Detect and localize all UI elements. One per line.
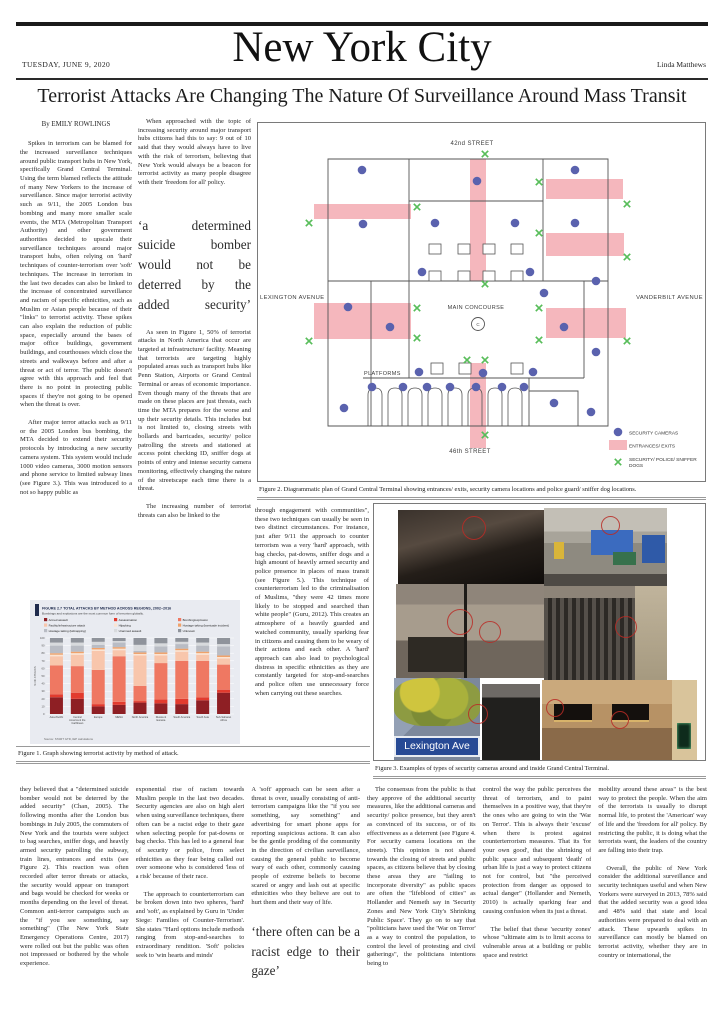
camera-annotation-circle	[479, 621, 501, 643]
security-camera-dot	[529, 368, 538, 377]
street-sign	[394, 736, 480, 757]
bar-segment	[134, 652, 147, 654]
bar-segment	[113, 638, 126, 641]
svg-text:100: 100	[40, 637, 45, 640]
bar-segment	[92, 642, 105, 645]
security-camera-dot	[479, 369, 488, 378]
svg-text:Armed assault: Armed assault	[48, 618, 68, 622]
paragraph: After major terror attacks such as 9/11 or the 2005 London bus bombing, the MTA decided to extend their security protocols by introducing a new security camera system. This system would include 1000 video cameras, 3000 motion sensors and phone service to limited subway lines (see Figure 3.). This was introduced to a not so happy public as	[20, 419, 132, 496]
bar-segment	[92, 648, 105, 650]
svg-text:Assassination: Assassination	[118, 618, 138, 622]
legend-swatch	[114, 629, 117, 632]
bar-segment	[50, 656, 63, 665]
svg-text:90: 90	[41, 644, 45, 648]
bar-segment	[50, 638, 63, 643]
svg-text:Hostage taking (barricade inci: Hostage taking (barricade incident)	[182, 623, 230, 628]
text-column-1	[20, 118, 132, 600]
bar-segment	[50, 646, 63, 654]
bar-segment	[154, 638, 167, 643]
legend-swatch	[44, 629, 47, 632]
bar-segment	[175, 661, 188, 699]
svg-text:Sub-SaharanAfrica: Sub-Saharan Africa	[215, 716, 232, 722]
svg-text:FIGURE 2.7 TOTAL ATTACKS BY ME: FIGURE 2.7 TOTAL ATTACKS BY METHOD ACROSS REGIONS, 2002–2016	[42, 606, 172, 611]
svg-text:Unarmed assault: Unarmed assault	[118, 629, 142, 633]
bar-segment	[113, 656, 126, 702]
svg-text:80: 80	[41, 652, 45, 656]
bar-segment	[196, 697, 209, 700]
bar-segment	[196, 661, 209, 697]
bar-segment	[196, 643, 209, 646]
security-camera-dot	[520, 383, 529, 392]
bar-segment	[196, 653, 209, 655]
paragraph: mobility around these areas" is the best way to protect the people. When the aim of the terrorists is usually to disrupt normal life, to protest the 'American' way of life and the 'freedom for all' policy. By restricting the public, it is doing what the terrorists want, the leaders of the country are falling into their trap.	[598, 786, 707, 854]
masthead-date: TUESDAY, JUNE 9, 2020	[22, 60, 111, 69]
photo-lexington-sign	[394, 678, 480, 760]
bar-segment	[134, 645, 147, 651]
booth	[429, 271, 441, 281]
security-camera-dot	[472, 383, 481, 392]
svg-text:0: 0	[43, 713, 45, 716]
figure3-photos-box	[373, 503, 706, 761]
bar-segment	[175, 644, 188, 649]
bottom-text-section	[20, 786, 707, 1012]
text-column-2	[138, 118, 251, 598]
security-camera-dot	[418, 268, 427, 277]
bar-segment	[71, 666, 84, 693]
figure2-caption: Figure 2. Diagrammatic plan of Grand Central Terminal showing entrances/ exits, security camera locations and police guard/ sniffer dog locations.	[257, 483, 706, 500]
legend-swatch	[178, 618, 181, 621]
entrance-exit-zone	[546, 308, 626, 338]
svg-text:ENTRANCES/ EXITS: ENTRANCES/ EXITS	[629, 444, 676, 450]
bar-segment	[71, 653, 84, 655]
bar-segment	[154, 700, 167, 704]
bar-segment	[217, 644, 230, 646]
street-sign-text: Lexington Ave	[404, 740, 470, 752]
paragraph: A 'soft' approach can be seen after a threat is over, usually consisting of anti-terrorism campaigns like the "if you see something, say something" and advertising for smart phone apps for reporting suspicious actions. It can also be the gentle prodding of the community in the direction of civilian surveillance, causing the general public to become wary of each other, commonly causing people of extreme beliefs to become scared or angry and lash out at specific ethnicities who they believe are out to hurt them and their way of life.	[251, 786, 360, 907]
booth	[458, 244, 470, 254]
figure1-caption: Figure 1. Graph showing terrorist activity by method of attack.	[16, 746, 370, 764]
security-camera-dot	[592, 277, 601, 286]
security-camera-dot	[423, 383, 432, 392]
bar-segment	[175, 650, 188, 652]
security-camera-dot	[571, 219, 580, 228]
bar-segment	[217, 655, 230, 657]
svg-text:46th STREET: 46th STREET	[449, 449, 491, 455]
entrance-exit-zone	[314, 303, 411, 339]
terminal-plan-diagram	[258, 123, 705, 481]
svg-text:PLATFORMS: PLATFORMS	[364, 371, 401, 377]
bar-segment	[113, 649, 126, 651]
bottom-column-2	[136, 786, 245, 1012]
bar-segment	[113, 643, 126, 648]
security-camera-dot	[550, 399, 559, 408]
masthead-bottom-rule	[16, 78, 708, 80]
legend-swatch	[114, 624, 117, 627]
legend-swatch	[178, 624, 181, 627]
svg-text:60: 60	[41, 667, 45, 671]
bar-segment	[175, 649, 188, 651]
svg-text:Asia-Pacific: Asia-Pacific	[49, 716, 64, 719]
legend-camera-dot	[614, 428, 623, 437]
bar-segment	[92, 638, 105, 642]
paragraph: As seen in Figure 1, 50% of terrorist attacks in North America that occur are targeted at infrastructure/ facility. Meaning that terrorists are targeting highly populated areas such as transport hubs like Penn Station, Airports or Grand Central Terminal or areas of economic importance. Even though many of the threats that are made on these places are just threats, each time the MTA prepares for the worse and up their security details. This includes but is not limited to, closing streets with bollards and barricades, security/ police patrolling the streets and stationed at access point checking ID, sniffer dogs at points of entry and intense security camera monitoring, effectively changing the nature of the streetscape each time there is a threat.	[138, 328, 251, 493]
photo-detail	[642, 535, 664, 563]
masthead-author: Linda Matthews	[657, 60, 706, 69]
bar-segment	[217, 690, 230, 693]
bar-segment	[50, 653, 63, 655]
paragraph: Overall, the public of New York consider the additional surveillance and security techniques useful and when New Yorkers were surveyed in 2013, 78% said that the added security was a good idea and 48% said that state and local authorities were prepared to deal with an attack. These upwards spikes in surveillance can mostly be blamed on terrorist activity, whether they are in country or international, the	[598, 864, 707, 959]
attacks-by-method-chart	[30, 600, 240, 744]
bar-segment	[175, 704, 188, 714]
photo-collage	[374, 504, 705, 760]
paragraph: When approached with the topic of increasing security around major transport hubs citizens had this to say: 9 out of 10 said that they would always have to live with the risk of terrorism, believing that New York would always be a beacon for terrorist activity as many people disagree with their 'freedom for all' policy.	[138, 118, 251, 186]
paragraph: The belief that these 'security zones' whose "ultimate aim is to limit access to vulnerable areas at a building or public space and restrict	[482, 925, 592, 959]
security-camera-dot	[592, 348, 601, 357]
bottom-column-5	[483, 786, 592, 1012]
bar-segment	[92, 670, 105, 704]
svg-text:North America: North America	[131, 716, 149, 719]
svg-text:30: 30	[41, 690, 45, 694]
bar-segment	[154, 663, 167, 699]
bar-segment	[50, 665, 63, 694]
security-camera-dot	[446, 383, 455, 392]
camera-annotation-circle	[611, 711, 629, 729]
bar-segment	[113, 705, 126, 714]
security-camera-dot	[560, 323, 569, 332]
bar-segment	[217, 665, 230, 690]
security-camera-dot	[540, 289, 549, 298]
bar-segment	[92, 651, 105, 670]
bar-segment	[50, 697, 63, 714]
bar-segment	[196, 652, 209, 654]
svg-text:40: 40	[41, 682, 45, 686]
masthead-title: New York City	[232, 24, 492, 71]
bar-segment	[113, 650, 126, 656]
security-camera-dot	[368, 383, 377, 392]
paragraph: exponential rise of racism towards Muslim people in the last two decades. Security agencies are also on high alert when using surveillance techniques, there often can be a racist edge to their gaze when selecting people for pat-downs or bag checks. This has led to a general fear of security or police, from select ethnicities as they fear being called out over someone who is considered 'less of a risk' because of their race.	[135, 786, 245, 881]
bar-segment	[50, 694, 63, 697]
svg-text:MAIN CONCOURSE: MAIN CONCOURSE	[447, 305, 505, 311]
bottom-column-3	[251, 786, 360, 1012]
security-camera-dot	[473, 177, 482, 186]
bar-segment	[134, 654, 147, 656]
camera-annotation-circle	[468, 704, 488, 724]
photo-detail	[544, 586, 635, 598]
bar-segment	[217, 646, 230, 655]
svg-text:Hostage taking (kidnapping): Hostage taking (kidnapping)	[48, 629, 86, 633]
entrance-exit-zone	[546, 179, 623, 199]
svg-text:SECURITY/ POLICE/ SNIFFERDOGS: SECURITY/ POLICE/ SNIFFER DOGS	[629, 458, 697, 469]
security-camera-dot	[340, 404, 349, 413]
svg-text:10: 10	[41, 705, 45, 709]
bar-segment	[196, 638, 209, 643]
paragraph: The increasing number of terrorist threats can also be linked to the	[138, 502, 251, 519]
bar-segment	[217, 693, 230, 714]
bar-segment	[71, 655, 84, 666]
security-camera-dot	[386, 323, 395, 332]
svg-text:Hijacking: Hijacking	[118, 623, 131, 628]
security-camera-dot	[344, 303, 353, 312]
booth	[429, 244, 441, 254]
bar-segment	[92, 706, 105, 714]
bar-segment	[196, 700, 209, 714]
security-camera-dot	[511, 219, 520, 228]
bar-segment	[50, 643, 63, 646]
photo-foliage	[394, 678, 480, 726]
photo-screen	[677, 723, 691, 749]
camera-annotation-circle	[546, 699, 564, 717]
photo-detail	[554, 542, 564, 559]
bar-segment	[134, 655, 147, 685]
camera-annotation-circle	[462, 516, 486, 540]
bar-segment	[154, 652, 167, 654]
svg-text:Bombings and explosions are th: Bombings and explosions are the most common form of terrorism globally.	[42, 611, 144, 616]
bottom-column-4	[367, 786, 476, 1012]
bar-segment	[154, 703, 167, 714]
bar-segment	[71, 643, 84, 646]
legend-swatch	[114, 618, 117, 621]
svg-text:South America: South America	[173, 716, 191, 719]
figure1-chart-panel	[30, 600, 240, 744]
security-camera-dot	[415, 368, 424, 377]
photo-detail	[613, 552, 636, 565]
bar-segment	[113, 641, 126, 643]
bar-segment	[154, 643, 167, 646]
svg-text:Unknown: Unknown	[182, 629, 196, 633]
bar-segment	[217, 657, 230, 659]
booth	[431, 363, 443, 374]
security-camera-dot	[431, 219, 440, 228]
bar-segment	[175, 638, 188, 642]
pull-quote-2: ‘there often can be a racist edge to their gaze’	[251, 923, 360, 979]
svg-text:MENA: MENA	[115, 716, 123, 719]
bar-segment	[134, 686, 147, 701]
camera-annotation-circle	[447, 609, 473, 635]
svg-text:% OF ATTACKS: % OF ATTACKS	[34, 666, 37, 686]
bar-segment	[134, 703, 147, 714]
booth	[511, 244, 523, 254]
bar-segment	[50, 655, 63, 657]
security-camera-dot	[571, 166, 580, 175]
svg-text:SECURITY CAMERAS: SECURITY CAMERAS	[629, 431, 679, 437]
bar-segment	[134, 638, 147, 645]
svg-text:VANDERBILT AVENUE: VANDERBILT AVENUE	[636, 295, 703, 301]
svg-text:42nd STREET: 42nd STREET	[450, 141, 494, 147]
camera-annotation-circle	[615, 616, 637, 638]
bar-segment	[217, 659, 230, 665]
bar-segment	[175, 642, 188, 644]
figure3-caption: Figure 3. Examples of types of security cameras around and inside Grand Central Terminal.	[373, 762, 706, 779]
article-headline: Terrorist Attacks Are Changing The Nature Of Surveillance Around Mass Transit	[37, 85, 687, 107]
photo-detail	[635, 586, 667, 682]
bar-segment	[71, 652, 84, 654]
photo-facade-pole-cameras	[396, 584, 544, 678]
booth	[483, 271, 495, 281]
paragraph: Spikes in terrorism can be blamed for the increased surveillance techniques around public transport hubs in New York, specifically Grand Central Terminal. Using the term blamed reflects the attitude of many New Yorkers to the increase of surveillance. Since major terrorist activity such as 9/11, the 2005 London bus bombing and many more smaller scale events, the MTA (Metropolitan Transport Authority) and other government authorities decided to upscale their surveillance techniques around major transport hubs, often relying on 'hard' techniques of counter-terrorism over 'soft' techniques. The increase in terrorism in the last two decades can also be linked to the increase of concentrated surveillance and racism of specific ethnicities, such as Muslim or Asian people because of their "links" to terrorist activity. These spikes can also explain the reduction of public space, especially around the bases of major office buildings, government buildings, and courthouses which close the streets and walkways before and after a threat or act of terror. The public doesn't agree with this approach and feel that there is no point in protecting public spaces if they're not going to be opened when the threat is over.	[20, 140, 132, 409]
photo-detail	[544, 574, 667, 586]
booth	[511, 271, 523, 281]
bar-segment	[92, 645, 105, 648]
entrance-exit-zone	[546, 233, 624, 256]
bottom-column-6	[598, 786, 707, 1012]
byline: By EMILY ROWLINGS	[41, 121, 111, 128]
bar-segment	[71, 699, 84, 714]
pull-quote-1: ‘a determined suicide bomber would not be deterred by the added security’	[138, 217, 251, 312]
svg-text:Europe: Europe	[94, 716, 103, 719]
booth	[511, 363, 523, 374]
paragraph: they believed that a "determined suicide bomber would not be deterred by the added security" (Chan, 2005). The following months after the London bus bombings in July 2005, the commuters of New York and the tourists were subject to bag searches, sniffer dogs, and heavily armed security patrolling the subway, train lines, entrances and exits (see Figure 2). This reaction was often recorded after terror threats or attacks, the security would appear on transport and bags would be checked for weeks or months depending on the level of threat. Common anti-terror campaigns such as the "if you see something, say something" (The New York State Emergency Operations Centre, 2017) were rolled out but the public was often not impressed or bothered by the whole experience.	[20, 786, 129, 968]
security-camera-dot	[358, 166, 367, 175]
bar-segment	[134, 651, 147, 653]
legend-swatch	[178, 629, 181, 632]
legend-swatch	[44, 618, 47, 621]
legend-swatch	[44, 624, 47, 627]
bar-segment	[217, 638, 230, 644]
camera-annotation-circle	[601, 516, 620, 535]
bar-segment	[71, 646, 84, 652]
bottom-column-1	[20, 786, 129, 1012]
paragraph: control the way the public perceives the threat of terrorism, and to paint themselves in a positive way, that they're the ones who are going to win the 'War on Terror'. This is always their 'excuse' when there is protest against counterterrorism measures. That its 'for your own good', that the shrinking of public space and subsequent 'death' of urban life is just a way to protect citizens not for control, but "the perceived protection from danger as opposed to actual danger" (Hollander and Nemeth, 2010) is actually sparking fear and causing confusion when its just a threat.	[482, 786, 592, 915]
bar-segment	[175, 652, 188, 661]
bar-segment	[154, 646, 167, 652]
booth	[483, 244, 495, 254]
bar-segment	[134, 701, 147, 703]
svg-text:South Asia: South Asia	[196, 716, 209, 719]
figure2-diagram-box	[257, 122, 706, 482]
svg-text:C: C	[476, 322, 480, 327]
bar-segment	[71, 693, 84, 699]
bar-segment	[92, 704, 105, 706]
bar-segment	[92, 649, 105, 651]
svg-text:Bombing/explosion: Bombing/explosion	[182, 618, 208, 622]
photo-grille-facade	[544, 586, 667, 682]
svg-text:Russia &Eurasia: Russia & Eurasia	[155, 716, 167, 722]
security-camera-dot	[399, 383, 408, 392]
booth	[459, 363, 471, 374]
bar-segment	[154, 654, 167, 656]
svg-text:70: 70	[41, 659, 45, 663]
bar-segment	[113, 702, 126, 705]
svg-text:20: 20	[41, 697, 45, 701]
svg-text:Facility/infrastructure attack: Facility/infrastructure attack	[48, 623, 86, 628]
security-camera-dot	[526, 268, 535, 277]
svg-text:Source: START GTD, IEP calcula: Source: START GTD, IEP calculations	[44, 737, 93, 741]
booth	[458, 271, 470, 281]
bar-segment	[113, 647, 126, 649]
svg-text:CentralAmerica & theCaribbean: Central America & the Caribbean	[69, 716, 86, 725]
bar-segment	[71, 638, 84, 643]
paragraph: The consensus from the public is that they approve of the additional security measures, like the additional cameras and security/ police presence, but they aren't as convinced of its success, or of its effectiveness as a deterrent (see Figure 4. For security camera locations on the streets). This opinion is not shared towards the closing of streets and public spaces, as citizens believe that by closing these areas they are "failing to incorporate diversity" as public spaces are often the "lifeblood of cities" as Hollander and Nemeth say in 'Security Zones and New York City's Shrinking Public Space'. They go on to say that "politicians have used the 'War on Terror' as a way to control the population, to control the level of protesting and civil gatherings", the politicians intentions being to	[366, 786, 476, 968]
text-column-3	[255, 507, 369, 779]
bar-segment	[154, 655, 167, 663]
bar-segment	[175, 699, 188, 704]
security-camera-dot	[359, 220, 368, 229]
photo-detail	[408, 637, 467, 673]
entrance-exit-zone	[314, 204, 411, 219]
security-camera-dot	[498, 383, 507, 392]
bar-segment	[196, 646, 209, 652]
legend-entrance-swatch	[609, 440, 627, 450]
bar-segment	[196, 655, 209, 661]
paragraph: The approach to counterterrorism can be broken down into two spheres, 'hard' and 'soft', as explained by Guru in 'Under Siege: Families of Counter-Terrorism'. She states "Hard options include methods ranging from stop-and-searches to extraordinary rendition. 'Soft' policies seek to 'win hearts and minds'	[135, 890, 245, 959]
photo-dark-pillar	[482, 684, 540, 760]
svg-text:LEXINGTON AVENUE: LEXINGTON AVENUE	[260, 295, 325, 301]
svg-text:50: 50	[41, 675, 45, 678]
paragraph: through engagement with communities", these two techniques can usually be seen in two distinct circumstances. For instance, just after 9/11 the approach to counter terrorism was a very 'hard' approach, with bag checks, pat-downs, sniffer dogs and a high amount of heavily armed security and police presence in places of mass transit (see Figure 5.). This technique of counterterrorism led to the criminalisation of Muslims, "they were 42 times more likely to be stopped and searched than white people" (Guru, 2012). This creates an atmosphere of a heavily guarded and watched community, usually sparking fear in citizens and causing them to be weary of their actions and each other. A 'hard' approach can also lead to psychological distress in specific ethnicities as they are constantly targeted for stop-and-searches and police often use unnecessary force when carrying out these searches.	[255, 507, 369, 697]
security-camera-dot	[587, 408, 596, 417]
